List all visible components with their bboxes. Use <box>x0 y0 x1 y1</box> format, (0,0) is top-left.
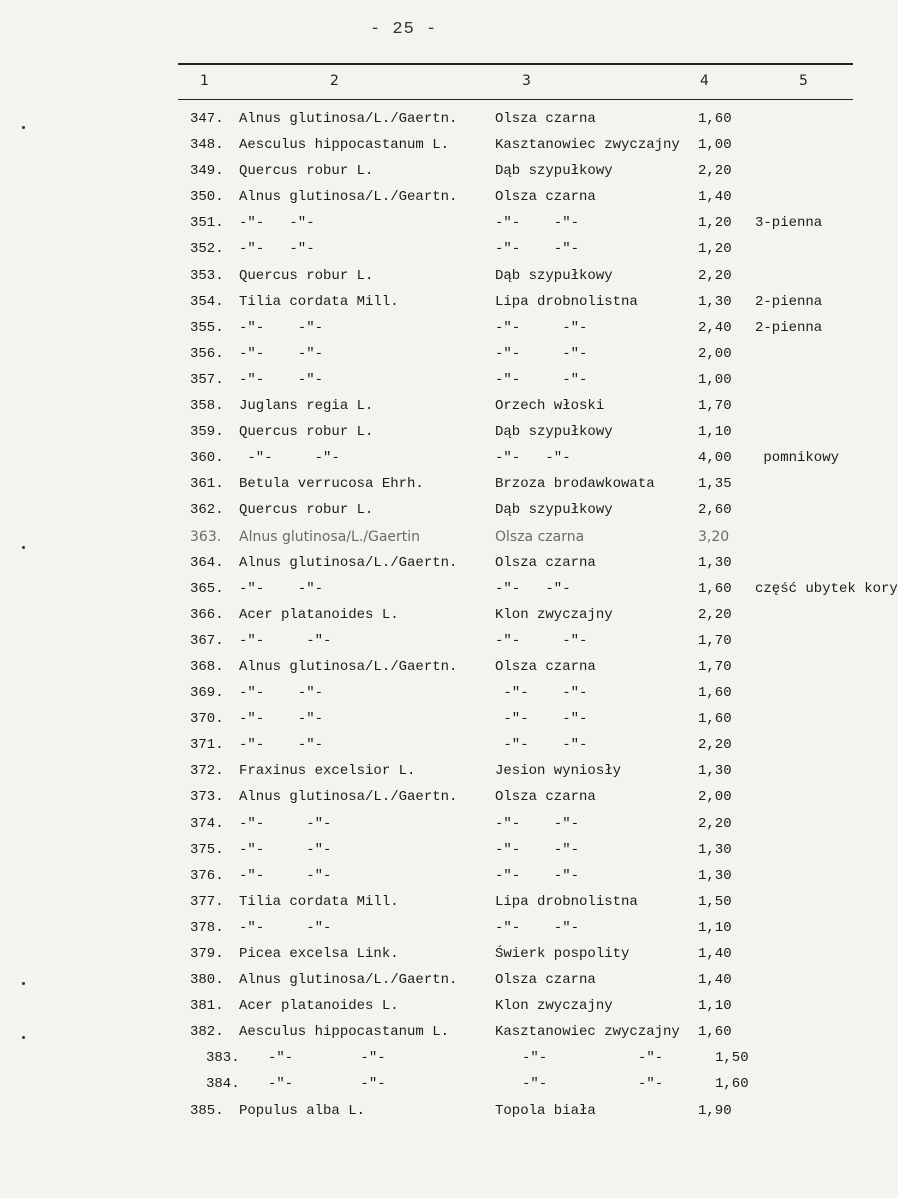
measure-value: 1,60 <box>698 685 732 702</box>
polish-name: -"- -"- <box>495 919 580 936</box>
measure-value: 1,40 <box>698 189 732 206</box>
row-note: 2-pienna <box>755 293 823 310</box>
row-number: 383. <box>206 1050 240 1067</box>
measure-value: 1,70 <box>698 398 732 415</box>
header-bottom-rule <box>178 99 853 100</box>
latin-name: -"- -"- <box>239 580 324 597</box>
latin-name: Tilia cordata Mill. <box>239 893 399 910</box>
polish-name: Topola biała <box>495 1102 596 1119</box>
measure-value: 1,70 <box>698 658 732 675</box>
latin-name: Quercus robur L. <box>239 424 374 441</box>
polish-name: Dąb szypułkowy <box>495 424 613 441</box>
measure-value: 1,30 <box>698 554 732 571</box>
measure-value: 2,20 <box>698 267 732 284</box>
row-number: 352. <box>190 241 224 258</box>
polish-name-ditto: -"- <box>638 1076 664 1093</box>
row-number: 348. <box>190 137 224 154</box>
polish-name: Orzech włoski <box>495 398 605 415</box>
scan-speck <box>22 1036 25 1039</box>
row-number: 372. <box>190 763 224 780</box>
measure-value: 3,20 <box>698 528 730 545</box>
measure-value: 1,10 <box>698 919 732 936</box>
table-row <box>0 1045 853 1071</box>
polish-name: Kasztanowiec zwyczajny <box>495 1024 680 1041</box>
measure-value: 1,50 <box>715 1050 749 1067</box>
row-number: 349. <box>190 163 224 180</box>
measure-value: 1,40 <box>698 972 732 989</box>
latin-name: Acer platanoides L. <box>239 606 399 623</box>
polish-name: -"- -"- <box>495 319 588 336</box>
row-number: 365. <box>190 580 224 597</box>
row-number: 385. <box>190 1102 224 1119</box>
column-header-1: 1 <box>200 73 209 89</box>
polish-name: Klon zwyczajny <box>495 606 613 623</box>
table-row <box>0 837 853 863</box>
tree-list <box>0 106 898 1124</box>
polish-name: Jesion wyniosły <box>495 763 622 780</box>
row-number: 356. <box>190 345 224 362</box>
latin-name: Fraxinus excelsior L. <box>239 763 416 780</box>
measure-value: 1,30 <box>698 293 732 310</box>
column-header-5: 5 <box>799 73 808 89</box>
polish-name: Lipa drobnolistna <box>495 293 638 310</box>
table-row <box>0 158 853 184</box>
table-row <box>0 1098 853 1124</box>
table-row <box>0 758 853 784</box>
scan-speck <box>22 982 25 985</box>
polish-name: -"- <box>522 1076 548 1093</box>
polish-name: Świerk pospolity <box>495 946 630 962</box>
row-number: 358. <box>190 398 224 415</box>
table-row <box>0 236 853 262</box>
table-row <box>0 889 853 915</box>
measure-value: 2,20 <box>698 163 732 180</box>
polish-name: -"- -"- <box>495 711 588 728</box>
latin-name: Alnus glutinosa/L./Gaertn. <box>239 111 458 127</box>
row-number: 375. <box>190 841 224 858</box>
row-number: 369. <box>190 685 224 702</box>
table-row <box>0 706 853 732</box>
table-row <box>0 680 853 706</box>
polish-name: -"- -"- <box>495 737 588 754</box>
latin-name: Alnus glutinosa/L./Gaertin <box>239 528 421 545</box>
table-row <box>0 941 853 967</box>
latin-name: Alnus glutinosa/L./Gaertn. <box>239 658 458 675</box>
measure-value: 2,20 <box>698 815 732 832</box>
row-number: 374. <box>190 815 224 832</box>
table-row <box>0 628 853 654</box>
table-row <box>0 393 853 419</box>
row-number: 362. <box>190 502 224 519</box>
row-number: 354. <box>190 293 224 310</box>
row-number: 364. <box>190 554 224 571</box>
latin-name: Alnus glutinosa/L./Gaertn. <box>239 972 458 989</box>
table-row <box>0 654 853 680</box>
latin-name: Aesculus hippocastanum L. <box>239 1024 450 1041</box>
table-row <box>0 784 853 810</box>
column-header-2: 2 <box>330 73 339 89</box>
column-header-3: 3 <box>522 73 531 89</box>
row-number: 350. <box>190 189 224 206</box>
row-number: 367. <box>190 632 224 649</box>
measure-value: 2,20 <box>698 737 732 754</box>
row-number: 376. <box>190 867 224 884</box>
measure-value: 1,20 <box>698 241 732 258</box>
latin-name: -"- -"- <box>239 632 332 649</box>
polish-name: -"- -"- <box>495 580 571 597</box>
row-note: część ubytek kory <box>755 580 898 597</box>
row-number: 373. <box>190 789 224 806</box>
measure-value: 1,00 <box>698 371 732 388</box>
table-row <box>0 993 853 1019</box>
table-row <box>0 132 853 158</box>
latin-name: -"- -"- <box>239 711 324 728</box>
measure-value: 1,60 <box>698 711 732 728</box>
latin-name: Aesculus hippocastanum L. <box>239 137 450 154</box>
table-row <box>0 732 853 758</box>
measure-value: 1,60 <box>698 1024 732 1041</box>
polish-name: -"- -"- <box>495 867 580 884</box>
table-row <box>0 263 853 289</box>
measure-value: 1,90 <box>698 1102 732 1119</box>
column-header-4: 4 <box>700 73 709 89</box>
latin-name: Alnus glutinosa/L./Gaertn. <box>239 789 458 806</box>
latin-name: Picea excelsa Link. <box>239 946 399 962</box>
row-number: 355. <box>190 319 224 336</box>
table-row <box>0 1071 853 1097</box>
polish-name: -"- -"- <box>495 815 580 832</box>
polish-name: Olsza czarna <box>495 972 596 989</box>
row-number: 377. <box>190 893 224 910</box>
polish-name: Klon zwyczajny <box>495 998 613 1015</box>
polish-name: -"- -"- <box>495 685 588 702</box>
row-number: 361. <box>190 476 224 493</box>
polish-name: Dąb szypułkowy <box>495 267 613 284</box>
measure-value: 1,10 <box>698 998 732 1015</box>
table-row <box>0 1019 853 1045</box>
polish-name: Olsza czarna <box>495 189 596 206</box>
latin-name: -"- -"- <box>239 215 315 232</box>
row-note: 2-pienna <box>755 319 823 336</box>
row-number: 368. <box>190 658 224 675</box>
measure-value: 1,40 <box>698 946 732 962</box>
table-row <box>0 184 853 210</box>
latin-name: -"- -"- <box>239 737 324 754</box>
measure-value: 1,30 <box>698 763 732 780</box>
measure-value: 1,70 <box>698 632 732 649</box>
latin-name: Tilia cordata Mill. <box>239 293 399 310</box>
row-number: 380. <box>190 972 224 989</box>
row-number: 370. <box>190 711 224 728</box>
measure-value: 1,60 <box>698 111 732 127</box>
latin-name: -"- -"- <box>239 867 332 884</box>
table-row <box>0 367 853 393</box>
polish-name-ditto: -"- <box>638 1050 664 1067</box>
row-note: pomnikowy <box>755 450 840 467</box>
table-row <box>0 445 853 471</box>
latin-name: Quercus robur L. <box>239 163 374 180</box>
measure-value: 1,30 <box>698 841 732 858</box>
row-number: 366. <box>190 606 224 623</box>
latin-name: Populus alba L. <box>239 1102 366 1119</box>
polish-name: Lipa drobnolistna <box>495 893 638 910</box>
polish-name: Olsza czarna <box>495 789 596 806</box>
row-number: 363. <box>190 528 222 545</box>
latin-name: Quercus robur L. <box>239 502 374 519</box>
table-row <box>0 915 853 941</box>
header-top-rule <box>178 63 853 65</box>
polish-name: Olsza czarna <box>495 528 585 545</box>
polish-name: Olsza czarna <box>495 111 596 127</box>
latin-name: -"- -"- <box>239 450 340 467</box>
row-number: 378. <box>190 919 224 936</box>
measure-value: 1,35 <box>698 476 732 493</box>
polish-name: Dąb szypułkowy <box>495 163 613 180</box>
latin-name: -"- -"- <box>268 1050 386 1067</box>
polish-name: Olsza czarna <box>495 554 596 571</box>
table-row <box>0 524 853 550</box>
row-number: 382. <box>190 1024 224 1041</box>
table-row <box>0 550 853 576</box>
measure-value: 1,30 <box>698 867 732 884</box>
table-row <box>0 471 853 497</box>
row-number: 353. <box>190 267 224 284</box>
measure-value: 1,10 <box>698 424 732 441</box>
row-number: 357. <box>190 371 224 388</box>
table-row <box>0 863 853 889</box>
measure-value: 1,00 <box>698 137 732 154</box>
table-row <box>0 811 853 837</box>
polish-name: -"- -"- <box>495 345 588 362</box>
latin-name: -"- -"- <box>239 841 332 858</box>
table-row <box>0 497 853 523</box>
latin-name: Acer platanoides L. <box>239 998 399 1015</box>
measure-value: 2,40 <box>698 319 732 336</box>
polish-name: Olsza czarna <box>495 658 596 675</box>
scan-speck <box>22 126 25 129</box>
latin-name: Alnus glutinosa/L./Gaertn. <box>239 554 458 571</box>
row-number: 360. <box>190 450 224 467</box>
table-row <box>0 602 853 628</box>
measure-value: 2,00 <box>698 789 732 806</box>
table-row <box>0 419 853 445</box>
row-number: 347. <box>190 111 224 127</box>
measure-value: 4,00 <box>698 450 732 467</box>
measure-value: 2,60 <box>698 502 732 519</box>
table-row <box>0 315 853 341</box>
latin-name: -"- -"- <box>268 1076 386 1093</box>
measure-value: 2,20 <box>698 606 732 623</box>
measure-value: 1,50 <box>698 893 732 910</box>
scan-speck <box>22 546 25 549</box>
table-row <box>0 289 853 315</box>
latin-name: Alnus glutinosa/L./Geartn. <box>239 189 458 206</box>
polish-name: Dąb szypułkowy <box>495 502 613 519</box>
polish-name: -"- -"- <box>495 450 571 467</box>
row-number: 359. <box>190 424 224 441</box>
row-number: 379. <box>190 946 224 962</box>
polish-name: Brzoza brodawkowata <box>495 476 655 493</box>
latin-name: Betula verrucosa Ehrh. <box>239 476 424 493</box>
polish-name: -"- -"- <box>495 241 580 258</box>
row-number: 384. <box>206 1076 240 1093</box>
table-row <box>0 106 853 132</box>
measure-value: 1,60 <box>698 580 732 597</box>
latin-name: -"- -"- <box>239 371 324 388</box>
polish-name: -"- -"- <box>495 841 580 858</box>
row-number: 351. <box>190 215 224 232</box>
row-number: 371. <box>190 737 224 754</box>
table-row <box>0 341 853 367</box>
latin-name: -"- -"- <box>239 919 332 936</box>
latin-name: Juglans regia L. <box>239 398 374 415</box>
measure-value: 1,20 <box>698 215 732 232</box>
table-row <box>0 967 853 993</box>
latin-name: -"- -"- <box>239 815 332 832</box>
page-number: - 25 - <box>370 20 438 39</box>
latin-name: -"- -"- <box>239 345 324 362</box>
polish-name: -"- -"- <box>495 371 588 388</box>
polish-name: Kasztanowiec zwyczajny <box>495 137 680 154</box>
latin-name: -"- -"- <box>239 685 324 702</box>
polish-name: -"- -"- <box>495 215 580 232</box>
row-note: 3-pienna <box>755 215 823 232</box>
table-row <box>0 576 898 602</box>
measure-value: 1,60 <box>715 1076 749 1093</box>
row-number: 381. <box>190 998 224 1015</box>
latin-name: -"- -"- <box>239 241 315 258</box>
table-row <box>0 210 853 236</box>
measure-value: 2,00 <box>698 345 732 362</box>
polish-name: -"- -"- <box>495 632 588 649</box>
latin-name: -"- -"- <box>239 319 324 336</box>
latin-name: Quercus robur L. <box>239 267 374 284</box>
polish-name: -"- <box>522 1050 548 1067</box>
